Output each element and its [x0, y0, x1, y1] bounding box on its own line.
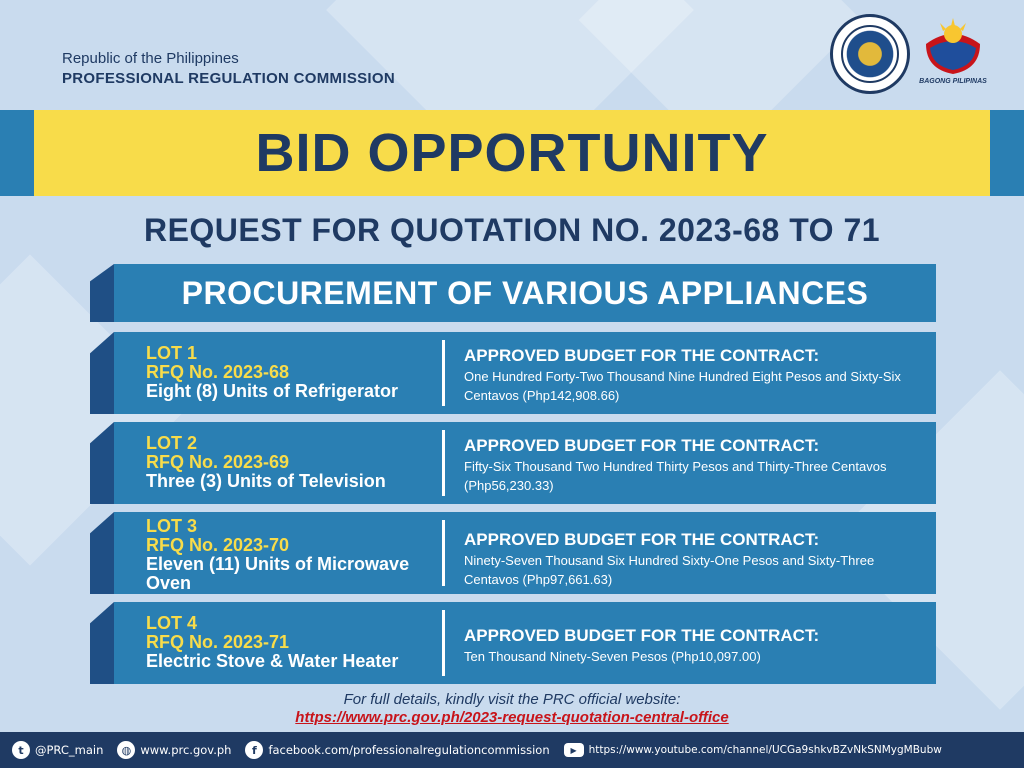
bagong-pilipinas-label: BAGONG PILIPINAS	[919, 78, 987, 85]
logos	[830, 14, 988, 94]
abc-label: APPROVED BUDGET FOR THE CONTRACT:	[464, 436, 820, 455]
bagong-pilipinas-logo	[918, 14, 988, 85]
prc-seal-logo	[830, 14, 910, 94]
page-title: BID OPPORTUNITY	[255, 123, 769, 183]
twitter-handle: @PRC_main	[35, 743, 104, 757]
republic-text: Republic of the Philippines	[62, 50, 239, 67]
lot-card	[90, 332, 936, 414]
facebook-link[interactable]	[245, 741, 549, 759]
globe-icon: ◍	[117, 741, 135, 759]
procurement-title: PROCUREMENT OF VARIOUS APPLIANCES	[181, 274, 869, 311]
abc-value: Fifty-Six Thousand Two Hundred Thirty Pesos and Thirty-Three Centavos (Php56,230.33)	[464, 459, 887, 493]
rfq-title: REQUEST FOR QUOTATION NO. 2023-68 TO 71	[143, 212, 881, 248]
footer-note	[0, 691, 1024, 727]
abc-label: APPROVED BUDGET FOR THE CONTRACT:	[464, 626, 820, 645]
abc-label: APPROVED BUDGET FOR THE CONTRACT:	[464, 530, 820, 549]
lot-divider	[442, 340, 445, 406]
twitter-link[interactable]	[12, 741, 103, 759]
bagong-pilipinas-icon	[922, 14, 984, 76]
website-link[interactable]	[117, 741, 231, 759]
lot-number: LOT 1	[146, 343, 198, 363]
lot-item: Eleven (11) Units of Microwave Oven	[146, 554, 410, 593]
lot-rfq-number: RFQ No. 2023-70	[146, 535, 290, 555]
lot-divider	[442, 520, 445, 586]
abc-value: Ten Thousand Ninety-Seven Pesos (Php10,097.00)	[464, 649, 761, 664]
lot-number: LOT 2	[146, 433, 198, 453]
youtube-url: https://www.youtube.com/channel/UCGa9shkvBZvNkSNMygMBubw	[588, 744, 942, 756]
lot-item: Eight (8) Units of Refrigerator	[146, 381, 399, 401]
commission-name: PROFESSIONAL REGULATION COMMISSION	[62, 70, 395, 87]
youtube-icon: ▶	[564, 743, 584, 757]
lot-rfq-number: RFQ No. 2023-69	[146, 452, 290, 472]
lot-card	[90, 512, 936, 594]
title-banner	[34, 110, 990, 196]
details-note: For full details, kindly visit the PRC official website:	[343, 691, 681, 708]
lot-number: LOT 3	[146, 516, 198, 536]
website-url: www.prc.gov.ph	[140, 743, 232, 757]
official-website-link[interactable]: https://www.prc.gov.ph/2023-request-quotation-central-office	[295, 709, 729, 726]
lot-card	[90, 602, 936, 684]
lot-divider	[442, 610, 445, 676]
abc-label: APPROVED BUDGET FOR THE CONTRACT:	[464, 346, 820, 365]
facebook-url: facebook.com/professionalregulationcommission	[268, 743, 550, 757]
twitter-icon: t	[12, 741, 30, 759]
social-bar	[0, 732, 1024, 768]
banner-left-accent	[0, 110, 34, 196]
lot-number: LOT 4	[146, 613, 198, 633]
youtube-link[interactable]	[564, 743, 942, 757]
lot-item: Electric Stove & Water Heater	[146, 651, 399, 671]
abc-value: Ninety-Seven Thousand Six Hundred Sixty-One Pesos and Sixty-Three Centavos (Php97,661.63)	[464, 553, 875, 587]
procurement-header	[90, 264, 936, 322]
facebook-icon: f	[245, 741, 263, 759]
banner-right-accent	[990, 110, 1024, 196]
lot-divider	[442, 430, 445, 496]
lot-rfq-number: RFQ No. 2023-68	[146, 362, 290, 382]
header	[62, 50, 395, 87]
lot-card	[90, 422, 936, 504]
lot-rfq-number: RFQ No. 2023-71	[146, 632, 290, 652]
abc-value: One Hundred Forty-Two Thousand Nine Hundred Eight Pesos and Sixty-Six Centavos (Php142,908.66)	[464, 369, 901, 403]
lot-item: Three (3) Units of Television	[146, 471, 386, 491]
